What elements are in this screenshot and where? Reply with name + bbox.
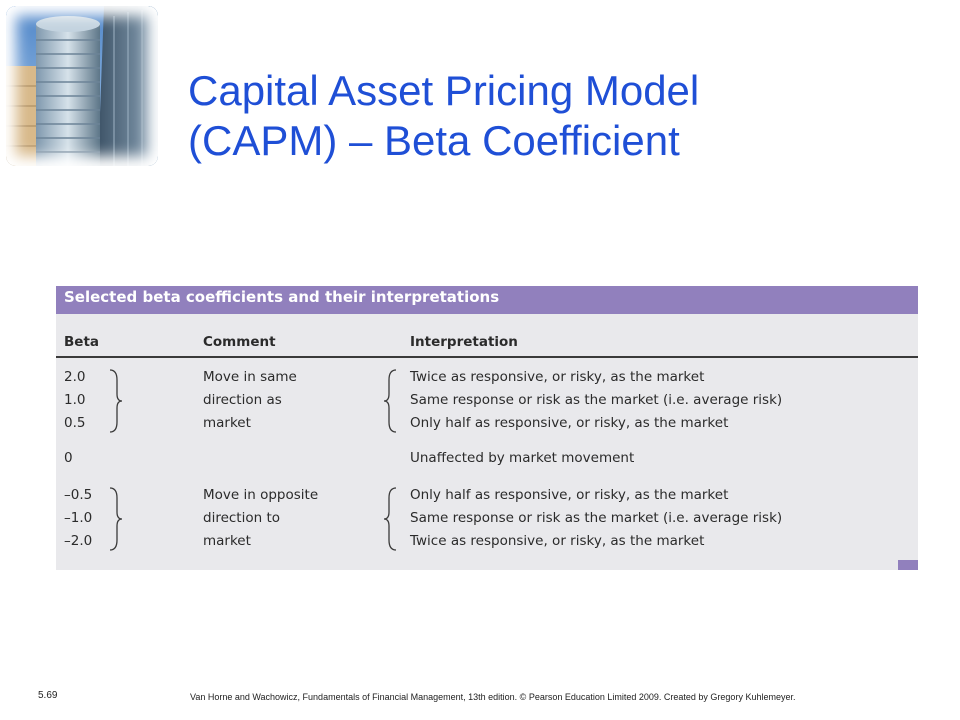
footer-citation: Van Horne and Wachowicz, Fundamentals of Financial Management, 13th edition. © Pearson Education Limited 2009. Created by Gregory Kuhlemeyer. <box>190 692 796 702</box>
title-line-1: Capital Asset Pricing Model <box>188 67 700 114</box>
right-brace-icon <box>108 486 124 552</box>
interpretation-text: Same response or risk as the market (i.e. average risk) <box>410 392 783 408</box>
beta-value: 2.0 <box>64 369 86 385</box>
comment-text: direction to <box>203 510 281 526</box>
header-rule <box>56 356 918 358</box>
table-corner-marker <box>898 560 918 570</box>
comment-text: Move in opposite <box>203 487 319 503</box>
interpretation-text: Only half as responsive, or risky, as the market <box>410 415 729 431</box>
interpretation-text: Unaffected by market movement <box>410 450 635 466</box>
left-brace-icon <box>382 486 398 552</box>
beta-value: 0 <box>64 450 73 466</box>
interpretation-text: Twice as responsive, or risky, as the market <box>410 369 705 385</box>
table-caption: Selected beta coefficients and their interpretations <box>64 288 500 306</box>
column-header-beta: Beta <box>64 334 100 350</box>
right-brace-icon <box>108 368 124 434</box>
page-number: 5.69 <box>38 690 58 701</box>
slide-title <box>188 66 928 166</box>
beta-value: –0.5 <box>64 487 93 503</box>
comment-text: market <box>203 533 251 549</box>
beta-value: –1.0 <box>64 510 93 526</box>
title-line-2: (CAPM) – Beta Coefficient <box>188 117 680 164</box>
beta-value: –2.0 <box>64 533 93 549</box>
interpretation-text: Same response or risk as the market (i.e. average risk) <box>410 510 783 526</box>
beta-value: 1.0 <box>64 392 86 408</box>
comment-text: market <box>203 415 251 431</box>
column-header-interpretation: Interpretation <box>410 334 518 350</box>
left-brace-icon <box>382 368 398 434</box>
table-caption-bar <box>56 286 918 314</box>
beta-value: 0.5 <box>64 415 86 431</box>
interpretation-text: Twice as responsive, or risky, as the market <box>410 533 705 549</box>
beta-table <box>56 286 918 570</box>
building-photo <box>6 6 158 166</box>
comment-text: Move in same <box>203 369 297 385</box>
interpretation-text: Only half as responsive, or risky, as the market <box>410 487 729 503</box>
comment-text: direction as <box>203 392 282 408</box>
column-header-comment: Comment <box>203 334 276 350</box>
